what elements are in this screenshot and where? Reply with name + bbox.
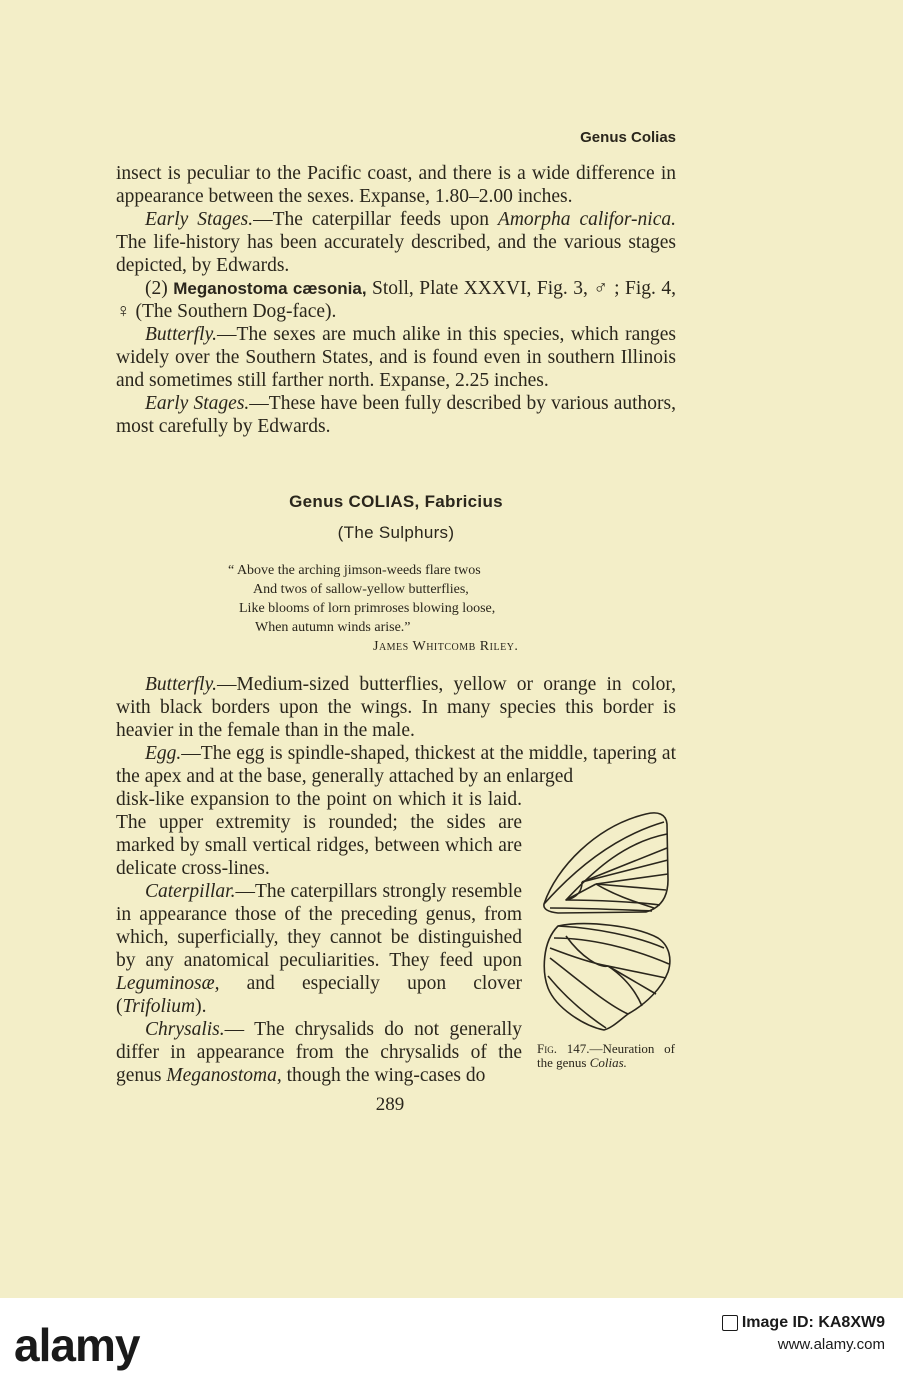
- image-id-label: Image ID: KA8XW9: [722, 1312, 885, 1334]
- forewing-vein: [566, 900, 660, 905]
- image-icon: [722, 1315, 738, 1331]
- text-block-top: [116, 162, 676, 438]
- wing-neuration-figure: [536, 808, 676, 1038]
- page-number: 289: [375, 1094, 405, 1115]
- poem-line: And twos of sallow-yellow butterflies,: [253, 582, 469, 597]
- genus-heading: Genus COLIAS, Fabricius: [289, 492, 503, 511]
- narrow-column: [116, 788, 522, 1087]
- forewing-vein: [582, 848, 667, 882]
- paragraph-egg-full: Egg.—The egg is spindle-shaped, thickest at the middle, tapering at the apex and at the base, generally attached by an enlarged: [116, 743, 676, 787]
- forewing-vein: [550, 908, 652, 911]
- watermark-info: [722, 1312, 885, 1356]
- paragraph-early-stages-1: Early Stages.—The caterpillar feeds upon Amorpha califor-nica. The life-history has been accurately described, and the various stages depicted, by Edwards.: [116, 209, 676, 276]
- poem-line: When autumn winds arise.”: [255, 620, 411, 635]
- paragraph-species-heading: (2) Meganostoma cæsonia, Stoll, Plate XXXVI, Fig. 3, ♂ ; Fig. 4, ♀ (The Southern Dog-face).: [116, 278, 676, 322]
- paragraph-egg-narrow: disk-like expansion to the point on which it is laid. The upper extremity is rounded; the sides are marked by small vertical ridges, between which are delicate cross-lines.: [116, 789, 522, 879]
- epigraph-poem: [228, 561, 518, 656]
- paragraph-continued: insect is peculiar to the Pacific coast, and there is a wide difference in appearance between the sexes. Expanse, 1.80–2.00 inches.: [116, 163, 676, 207]
- running-head: Genus Colias: [580, 129, 676, 146]
- hindwing-vein: [550, 958, 628, 1014]
- watermark-url: www.alamy.com: [777, 1336, 885, 1353]
- paragraph-caterpillar: Caterpillar.—The caterpillars strongly resemble in appearance those of the preceding genus, from which, superficially, they cannot be distinguished by any anatomical peculiarities. They feed upon Leguminosæ, and especially upon clover (Trifolium).: [116, 881, 522, 1017]
- poem-author: James Whitcomb Riley.: [373, 639, 519, 654]
- forewing-vein: [544, 822, 664, 904]
- paragraph-butterfly-1: Butterfly.—The sexes are much alike in this species, which ranges widely over the Southern States, and is found even in southern Illinois and sometimes still farther north. Expanse, 2.25 inches.: [116, 324, 676, 391]
- poem-line: Like blooms of lorn primroses blowing loose,: [239, 601, 496, 616]
- paragraph-chrysalis: Chrysalis.— The chrysalids do not generally differ in appearance from the chrysalids of the genus Meganostoma, though the wing-cases do: [116, 1019, 522, 1086]
- paragraph-early-stages-2: Early Stages.—These have been fully described by various authors, most carefully by Edwards.: [116, 393, 676, 437]
- poem-line: “ Above the arching jimson-weeds flare twos: [228, 563, 481, 578]
- hindwing-outline: [544, 924, 670, 1030]
- paragraph-butterfly-2: Butterfly.—Medium-sized butterflies, yellow or orange in color, with black borders upon the wings. In many species this border is heavier in the female than in the male.: [116, 674, 676, 741]
- genus-subheading: (The Sulphurs): [337, 523, 455, 542]
- figure-caption: Fig. 147.—Neuration of the genus Colias.: [537, 1041, 675, 1070]
- watermark-logo: alamy: [14, 1319, 140, 1371]
